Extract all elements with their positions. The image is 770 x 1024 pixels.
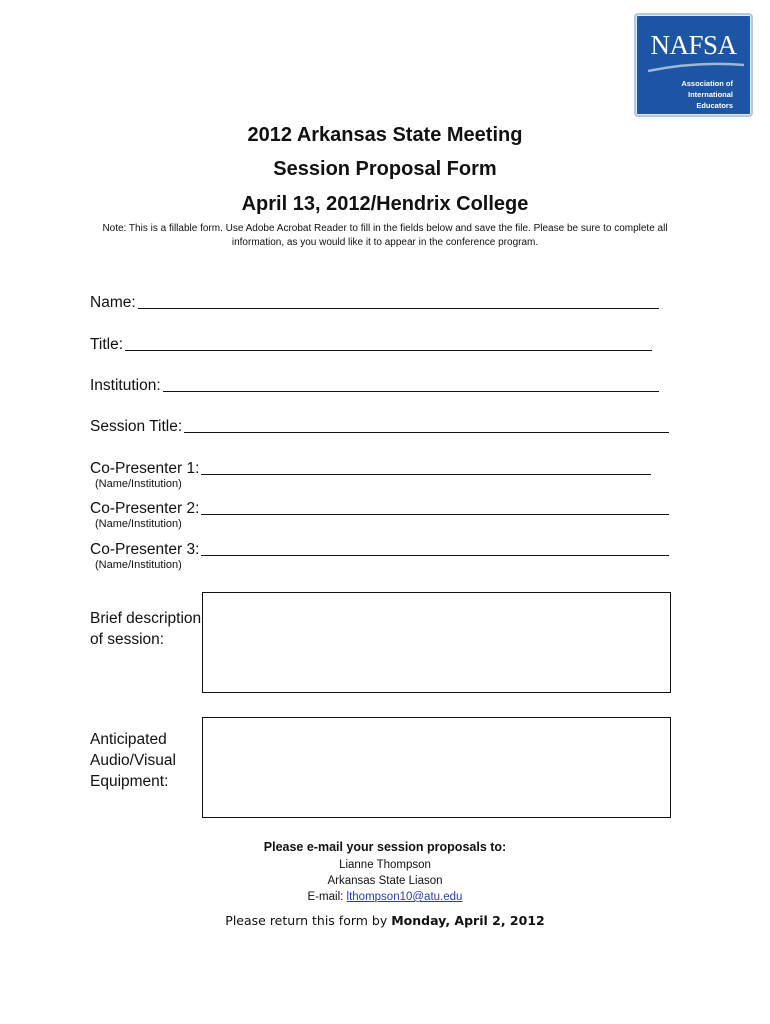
session-title-label: Session Title: xyxy=(90,418,183,435)
session-title-field[interactable] xyxy=(90,418,669,436)
institution-field[interactable] xyxy=(90,377,659,395)
page-title: 2012 Arkansas State Meeting xyxy=(247,124,523,146)
av-label-line-2: Audio/Visual xyxy=(90,752,176,769)
submission-heading: Please e-mail your session proposals to: xyxy=(263,840,507,854)
logo-tagline-line-1: Association of xyxy=(681,79,733,88)
name-label: Name: xyxy=(90,294,136,311)
return-deadline xyxy=(0,913,770,928)
copresenter-1-hint: (Name/Institution) xyxy=(95,478,182,490)
copresenter-3-field[interactable] xyxy=(90,541,669,559)
title-field[interactable] xyxy=(90,336,652,354)
contact-name: Lianne Thompson xyxy=(339,859,431,871)
contact-role: Arkansas State Liason xyxy=(327,875,443,887)
copresenter-3-input-line[interactable] xyxy=(201,554,669,556)
copresenter-2-label: Co-Presenter 2: xyxy=(90,500,200,517)
copresenter-1-field[interactable] xyxy=(90,460,651,478)
return-prefix: Please return this form by xyxy=(225,913,392,928)
av-equipment-textarea[interactable] xyxy=(202,717,671,818)
form-note: Note: This is a fillable form. Use Adobe Acrobat Reader to fill in the fields below and save the file. Please be sure to complete all information, as you would like it to appear in the conference program. xyxy=(102,223,668,248)
logo-tagline-line-2: International Educators xyxy=(687,90,733,110)
description-label-line-2: of session: xyxy=(90,631,165,648)
contact-email-line xyxy=(0,891,770,903)
session-title-input-line[interactable] xyxy=(184,431,669,433)
institution-label: Institution: xyxy=(90,377,161,394)
email-link[interactable]: lthompson10@atu.edu xyxy=(346,891,463,903)
name-input-line[interactable] xyxy=(138,307,659,309)
logo-swoosh-icon xyxy=(646,61,746,75)
description-label-line-1: Brief description xyxy=(90,610,202,627)
copresenter-3-hint: (Name/Institution) xyxy=(95,559,182,571)
form-title: Session Proposal Form xyxy=(273,158,497,180)
copresenter-2-input-line[interactable] xyxy=(201,513,669,515)
logo-wordmark: NAFSA xyxy=(650,30,737,60)
av-label-line-3: Equipment: xyxy=(90,773,169,790)
description-label xyxy=(90,608,201,650)
event-date-location: April 13, 2012/Hendrix College xyxy=(241,193,529,215)
institution-input-line[interactable] xyxy=(163,390,659,392)
nafsa-logo xyxy=(634,13,753,117)
copresenter-3-label: Co-Presenter 3: xyxy=(90,541,200,558)
av-equipment-label xyxy=(90,729,176,792)
logo-tagline xyxy=(654,78,745,111)
email-label: E-mail: xyxy=(307,891,347,903)
title-label: Title: xyxy=(90,336,124,353)
return-date: Monday, April 2, 2012 xyxy=(391,913,545,928)
av-label-line-1: Anticipated xyxy=(90,731,167,748)
name-field[interactable] xyxy=(90,294,659,312)
description-textarea[interactable] xyxy=(202,592,671,693)
copresenter-2-hint: (Name/Institution) xyxy=(95,518,182,530)
copresenter-2-field[interactable] xyxy=(90,500,669,518)
copresenter-1-label: Co-Presenter 1: xyxy=(90,460,200,477)
copresenter-1-input-line[interactable] xyxy=(201,473,651,475)
title-input-line[interactable] xyxy=(125,349,652,351)
